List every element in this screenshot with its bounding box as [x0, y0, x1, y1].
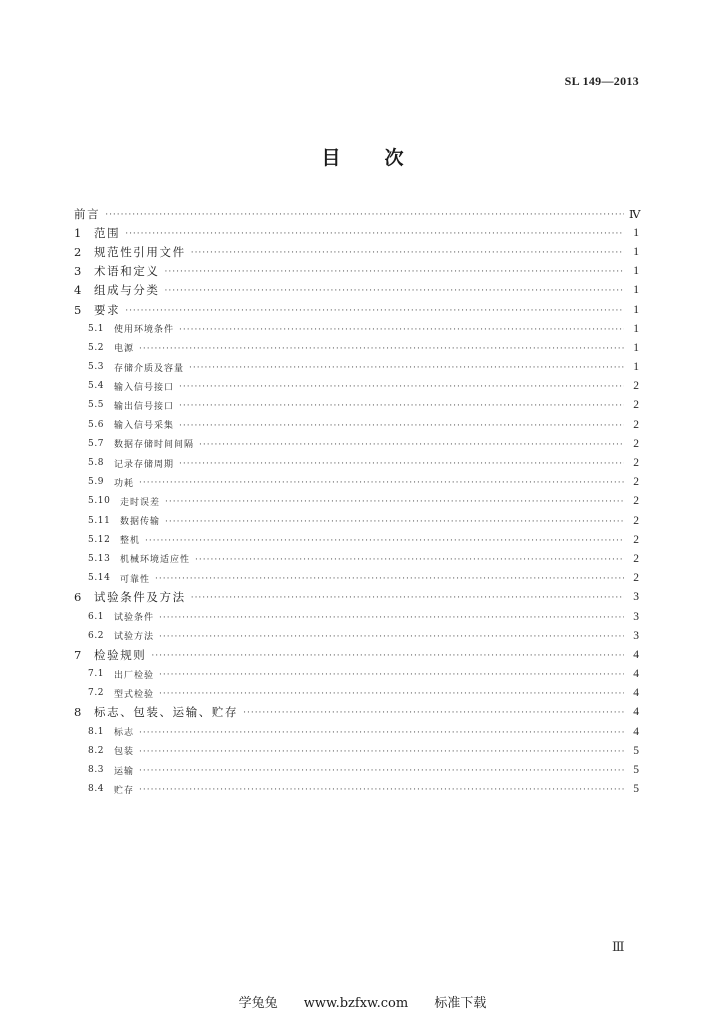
- toc-dot-leader: [159, 689, 624, 699]
- toc-entry-label: 电源: [114, 344, 135, 355]
- toc-dot-leader: [179, 459, 624, 469]
- toc-entry[interactable]: [74, 703, 639, 722]
- toc-dot-leader: [139, 344, 624, 354]
- toc-entry-label: 输入信号接口: [114, 382, 175, 393]
- toc-entry-page: 2: [633, 495, 639, 508]
- toc-entry-page: 1: [633, 245, 639, 258]
- toc-entry-label: 输入信号采集: [114, 421, 175, 432]
- toc-entry-page: 4: [633, 648, 639, 661]
- toc-entry[interactable]: [74, 358, 639, 377]
- toc-entry-label: 试验方法: [114, 632, 155, 643]
- toc-dot-leader: [139, 766, 624, 776]
- toc-entry-page: 3: [633, 591, 639, 604]
- toc-entry-label: 试验条件: [114, 613, 155, 624]
- toc-entry[interactable]: [74, 626, 639, 645]
- toc-dot-leader: [243, 708, 624, 718]
- toc-entry-number: 6.1: [88, 611, 105, 622]
- toc-entry-page: 1: [633, 226, 639, 239]
- toc-entry-page: 2: [633, 437, 639, 450]
- toc-entry[interactable]: [74, 242, 639, 261]
- toc-entry-number: 5.14: [88, 573, 111, 584]
- toc-dot-leader: [159, 632, 624, 642]
- toc-dot-leader: [155, 574, 624, 584]
- toc-entry-label: 组成与分类: [94, 283, 160, 298]
- watermark-site-url[interactable]: www.bzfxw.com: [303, 996, 409, 1011]
- toc-entry-number: 6: [74, 590, 82, 605]
- toc-entry-label: 输出信号接口: [114, 401, 175, 412]
- toc-entry-number: 5.5: [88, 400, 105, 411]
- toc-entry[interactable]: [74, 665, 639, 684]
- toc-entry-label: 数据存储时间间隔: [114, 440, 195, 451]
- toc-dot-leader: [195, 555, 624, 565]
- toc-entry-number: 1: [74, 225, 82, 240]
- toc-dot-leader: [151, 651, 624, 661]
- toc-entry-number: 5.12: [88, 534, 111, 545]
- toc-entry-number: 8.4: [88, 784, 105, 795]
- toc-dot-leader: [191, 593, 624, 603]
- toc-dot-leader: [191, 248, 624, 258]
- toc-entry-number: 5.8: [88, 458, 105, 469]
- toc-dot-leader: [179, 421, 624, 431]
- toc-entry-label: 检验规则: [94, 647, 147, 662]
- toc-entry[interactable]: [74, 492, 639, 511]
- toc-entry-page: 5: [633, 783, 639, 796]
- toc-entry-number: 5.10: [88, 496, 111, 507]
- toc-entry-label: 使用环境条件: [114, 325, 175, 336]
- toc-dot-leader: [139, 728, 624, 738]
- toc-entry-label: 范围: [94, 225, 121, 240]
- toc-dot-leader: [165, 286, 625, 296]
- toc-entry[interactable]: [74, 223, 639, 242]
- toc-entry-page: 4: [633, 725, 639, 738]
- document-code: SL 149—2013: [564, 74, 639, 88]
- toc-entry[interactable]: [74, 377, 639, 396]
- toc-dot-leader: [125, 306, 624, 316]
- toc-entry[interactable]: [74, 396, 639, 415]
- toc-entry-number: 8.2: [88, 745, 105, 756]
- toc-entry-number: 5.4: [88, 381, 105, 392]
- toc-entry-number: 4: [74, 283, 82, 298]
- toc-entry-number: 5.2: [88, 342, 105, 353]
- toc-entry-page: 2: [633, 380, 639, 393]
- toc-entry-page: 2: [633, 572, 639, 585]
- toc-entry-number: 7.2: [88, 688, 105, 699]
- toc-entry[interactable]: [74, 530, 639, 549]
- toc-dot-leader: [159, 613, 624, 623]
- toc-entry-label: 贮存: [114, 785, 135, 796]
- toc-entry-label: 数据传输: [120, 517, 161, 528]
- toc-entry-label: 术语和定义: [94, 264, 160, 279]
- toc-entry-page: 3: [633, 610, 639, 623]
- toc-entry[interactable]: [74, 511, 639, 530]
- toc-entry-number: 7: [74, 647, 82, 662]
- toc-dot-leader: [159, 670, 624, 680]
- toc-dot-leader: [145, 536, 624, 546]
- toc-dot-leader: [179, 401, 624, 411]
- toc-entry-page: 2: [633, 552, 639, 565]
- table-of-contents: [74, 204, 639, 799]
- toc-entry-number: 2: [74, 244, 82, 259]
- toc-dot-leader: [139, 785, 624, 795]
- toc-entry-number: 5.3: [88, 362, 105, 373]
- toc-entry-page: 4: [633, 706, 639, 719]
- toc-entry-number: 7.1: [88, 669, 105, 680]
- toc-entry-page: 1: [633, 322, 639, 335]
- toc-entry-label: 走时误差: [120, 497, 161, 508]
- toc-entry-page: 5: [633, 744, 639, 757]
- toc-dot-leader: [189, 363, 624, 373]
- toc-entry-number: 5.9: [88, 477, 105, 488]
- toc-entry-label: 规范性引用文件: [94, 244, 186, 259]
- toc-entry-label: 机械环境适应性: [120, 555, 191, 566]
- toc-entry[interactable]: [74, 760, 639, 779]
- toc-dot-leader: [165, 517, 624, 527]
- toc-dot-leader: [179, 382, 624, 392]
- toc-entry[interactable]: [74, 722, 639, 741]
- toc-entry-page: 1: [633, 303, 639, 316]
- toc-entry[interactable]: [74, 434, 639, 453]
- toc-entry-label: 试验条件及方法: [94, 590, 186, 605]
- toc-entry-label: 型式检验: [114, 689, 155, 700]
- toc-entry-label: 标志、包装、运输、贮存: [94, 705, 239, 720]
- toc-dot-leader: [125, 229, 624, 239]
- toc-entry-page: 4: [633, 668, 639, 681]
- toc-entry[interactable]: [74, 453, 639, 472]
- toc-entry-number: 5: [74, 302, 82, 317]
- toc-entry-page: Ⅳ: [629, 208, 641, 221]
- toc-entry-label: 包装: [114, 747, 135, 758]
- toc-entry-number: 5.6: [88, 419, 105, 430]
- toc-entry[interactable]: [74, 415, 639, 434]
- toc-dot-leader: [139, 747, 624, 757]
- toc-entry-page: 1: [633, 341, 639, 354]
- toc-entry-page: 2: [633, 533, 639, 546]
- toc-entry-page: 1: [633, 284, 639, 297]
- toc-entry-number: 5.13: [88, 553, 111, 564]
- toc-entry[interactable]: [74, 780, 639, 799]
- toc-entry[interactable]: [74, 569, 639, 588]
- toc-entry-page: 2: [633, 457, 639, 470]
- toc-entry[interactable]: [74, 300, 639, 319]
- toc-entry-page: 2: [633, 476, 639, 489]
- toc-entry[interactable]: [74, 262, 639, 281]
- toc-entry-number: 8.1: [88, 726, 105, 737]
- toc-entry-label: 前言: [74, 206, 101, 221]
- toc-entry-number: 5.7: [88, 438, 105, 449]
- toc-entry-label: 整机: [120, 536, 141, 547]
- toc-entry-page: 2: [633, 514, 639, 527]
- toc-entry-page: 2: [633, 418, 639, 431]
- toc-entry-page: 4: [633, 687, 639, 700]
- footer-watermark: [0, 992, 725, 1011]
- toc-entry-number: 3: [74, 264, 82, 279]
- toc-entry-number: 6.2: [88, 630, 105, 641]
- toc-entry-page: 1: [633, 265, 639, 278]
- toc-entry-label: 存储介质及容量: [114, 363, 185, 374]
- toc-entry[interactable]: [74, 204, 639, 223]
- toc-entry-page: 2: [633, 399, 639, 412]
- toc-dot-leader: [179, 325, 624, 335]
- toc-entry[interactable]: [74, 645, 639, 664]
- toc-entry-label: 要求: [94, 302, 121, 317]
- toc-entry-label: 功耗: [114, 478, 135, 489]
- toc-entry[interactable]: [74, 588, 639, 607]
- toc-entry[interactable]: [74, 473, 639, 492]
- watermark-site-name: 学兔兔: [238, 996, 278, 1011]
- toc-entry-label: 标志: [114, 728, 135, 739]
- toc-entry-label: 出厂检验: [114, 670, 155, 681]
- toc-entry-label: 可靠性: [120, 574, 151, 585]
- toc-dot-leader: [105, 210, 624, 220]
- toc-dot-leader: [165, 497, 624, 507]
- toc-entry[interactable]: [74, 549, 639, 568]
- toc-entry-page: 5: [633, 764, 639, 777]
- toc-entry[interactable]: [74, 684, 639, 703]
- toc-entry[interactable]: [74, 319, 639, 338]
- toc-entry-number: 5.11: [88, 515, 111, 526]
- toc-entry[interactable]: [74, 281, 639, 300]
- toc-entry-page: 1: [633, 361, 639, 374]
- toc-entry-page: 3: [633, 629, 639, 642]
- toc-entry-label: 运输: [114, 766, 135, 777]
- toc-entry-number: 8: [74, 705, 82, 720]
- toc-entry-number: 5.1: [88, 323, 105, 334]
- toc-entry[interactable]: [74, 607, 639, 626]
- toc-entry[interactable]: [74, 338, 639, 357]
- toc-entry[interactable]: [74, 741, 639, 760]
- toc-entry-label: 记录存储周期: [114, 459, 175, 470]
- toc-entry-number: 8.3: [88, 765, 105, 776]
- toc-dot-leader: [139, 478, 624, 488]
- toc-dot-leader: [165, 267, 625, 277]
- watermark-tagline: 标准下载: [434, 996, 487, 1011]
- toc-dot-leader: [199, 440, 624, 450]
- page-title: 目次: [321, 147, 448, 169]
- page-number: Ⅲ: [612, 939, 625, 954]
